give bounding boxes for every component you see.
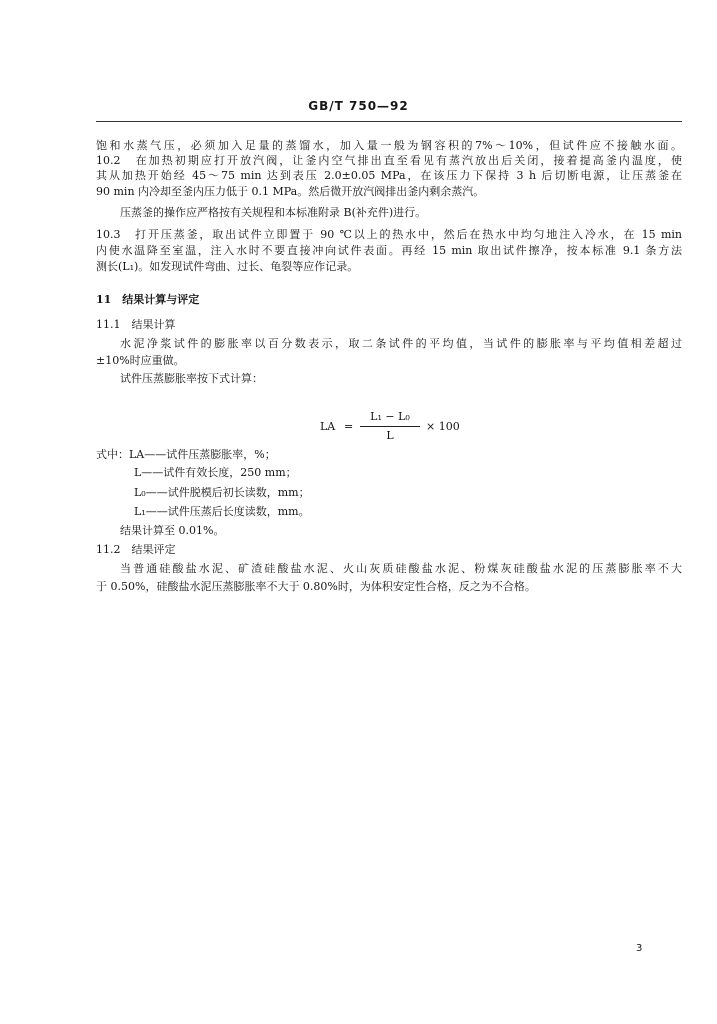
formula-equals: = (344, 420, 354, 433)
section-heading-11: 11 结果计算与评定 (96, 293, 200, 306)
text-line: 内使水温降至室温，注入水时不要直接冲向试件表面。再经 15 min 取出试件擦净，按本标准 9.1 条方法 (96, 244, 682, 257)
where-line: L₁——试件压蒸后长度读数，mm。 (134, 505, 310, 518)
where-line: 式中：LA——试件压蒸膨胀率，%； (96, 448, 276, 461)
page-number: 3 (636, 943, 643, 954)
text-line: 其从加热开始经 45～75 min 达到表压 2.0±0.05 MPa，在该压力下保持 3 h 后切断电源，让压蒸釜在 (96, 169, 682, 182)
text-line: 测长(L₁)。如发现试件弯曲、过长、龟裂等应作记录。 (96, 260, 359, 273)
subsection-heading-11-2: 11.2 结果评定 (96, 543, 176, 556)
clause-10-2: 10.2 在加热初期应打开放汽阀，让釜内空气排出直至看见有蒸汽放出后关闭，接着提高釜内温度，使 (96, 154, 682, 167)
formula-fraction (360, 410, 420, 443)
text-line: 饱和水蒸气压，必须加入足量的蒸馏水，加入量一般为钢容积的7%～10%，但试件应不接触水面。 (96, 139, 682, 152)
expansion-formula (320, 410, 520, 446)
formula-lhs: LA (320, 420, 336, 433)
where-line: L₀——试件脱模后初长读数，mm； (134, 486, 310, 499)
formula-multiplier: × 100 (426, 420, 460, 433)
formula-numerator: L₁ − L₀ (370, 410, 410, 423)
subsection-heading-11-1: 11.1 结果计算 (96, 318, 176, 331)
text-line: 试件压蒸膨胀率按下式计算： (120, 372, 263, 385)
text-line: 压蒸釜的操作应严格按有关规程和本标准附录 B(补充件)进行。 (120, 206, 427, 219)
text-line: 90 min 内冷却至釜内压力低于 0.1 MPa。然后微开放汽阀排出釜内剩余蒸汽。 (96, 185, 485, 198)
text-line: 结果计算至 0.01%。 (120, 524, 225, 537)
text-line: 当普通硅酸盐水泥、矿渣硅酸盐水泥、火山灰质硅酸盐水泥、粉煤灰硅酸盐水泥的压蒸膨胀率不大 (120, 562, 682, 575)
text-line: 于 0.50%，硅酸盐水泥压蒸膨胀率不大于 0.80%时，为体积安定性合格，反之为不合格。 (96, 580, 536, 593)
text-line: ±10%时应重做。 (96, 354, 185, 367)
page-header: GB/T 750—92 (308, 99, 409, 113)
clause-10-3: 10.3 打开压蒸釜，取出试件立即置于 90 ℃以上的热水中，然后在热水中均匀地注入冷水，在 15 min (96, 228, 682, 241)
text-line: 水泥净浆试件的膨胀率以百分数表示，取二条试件的平均值，当试件的膨胀率与平均值相差超过 (120, 337, 682, 350)
header-rule (96, 121, 682, 122)
where-line: L——试件有效长度，250 mm； (134, 466, 297, 479)
formula-denominator: L (386, 429, 394, 442)
fraction-bar (360, 426, 420, 427)
